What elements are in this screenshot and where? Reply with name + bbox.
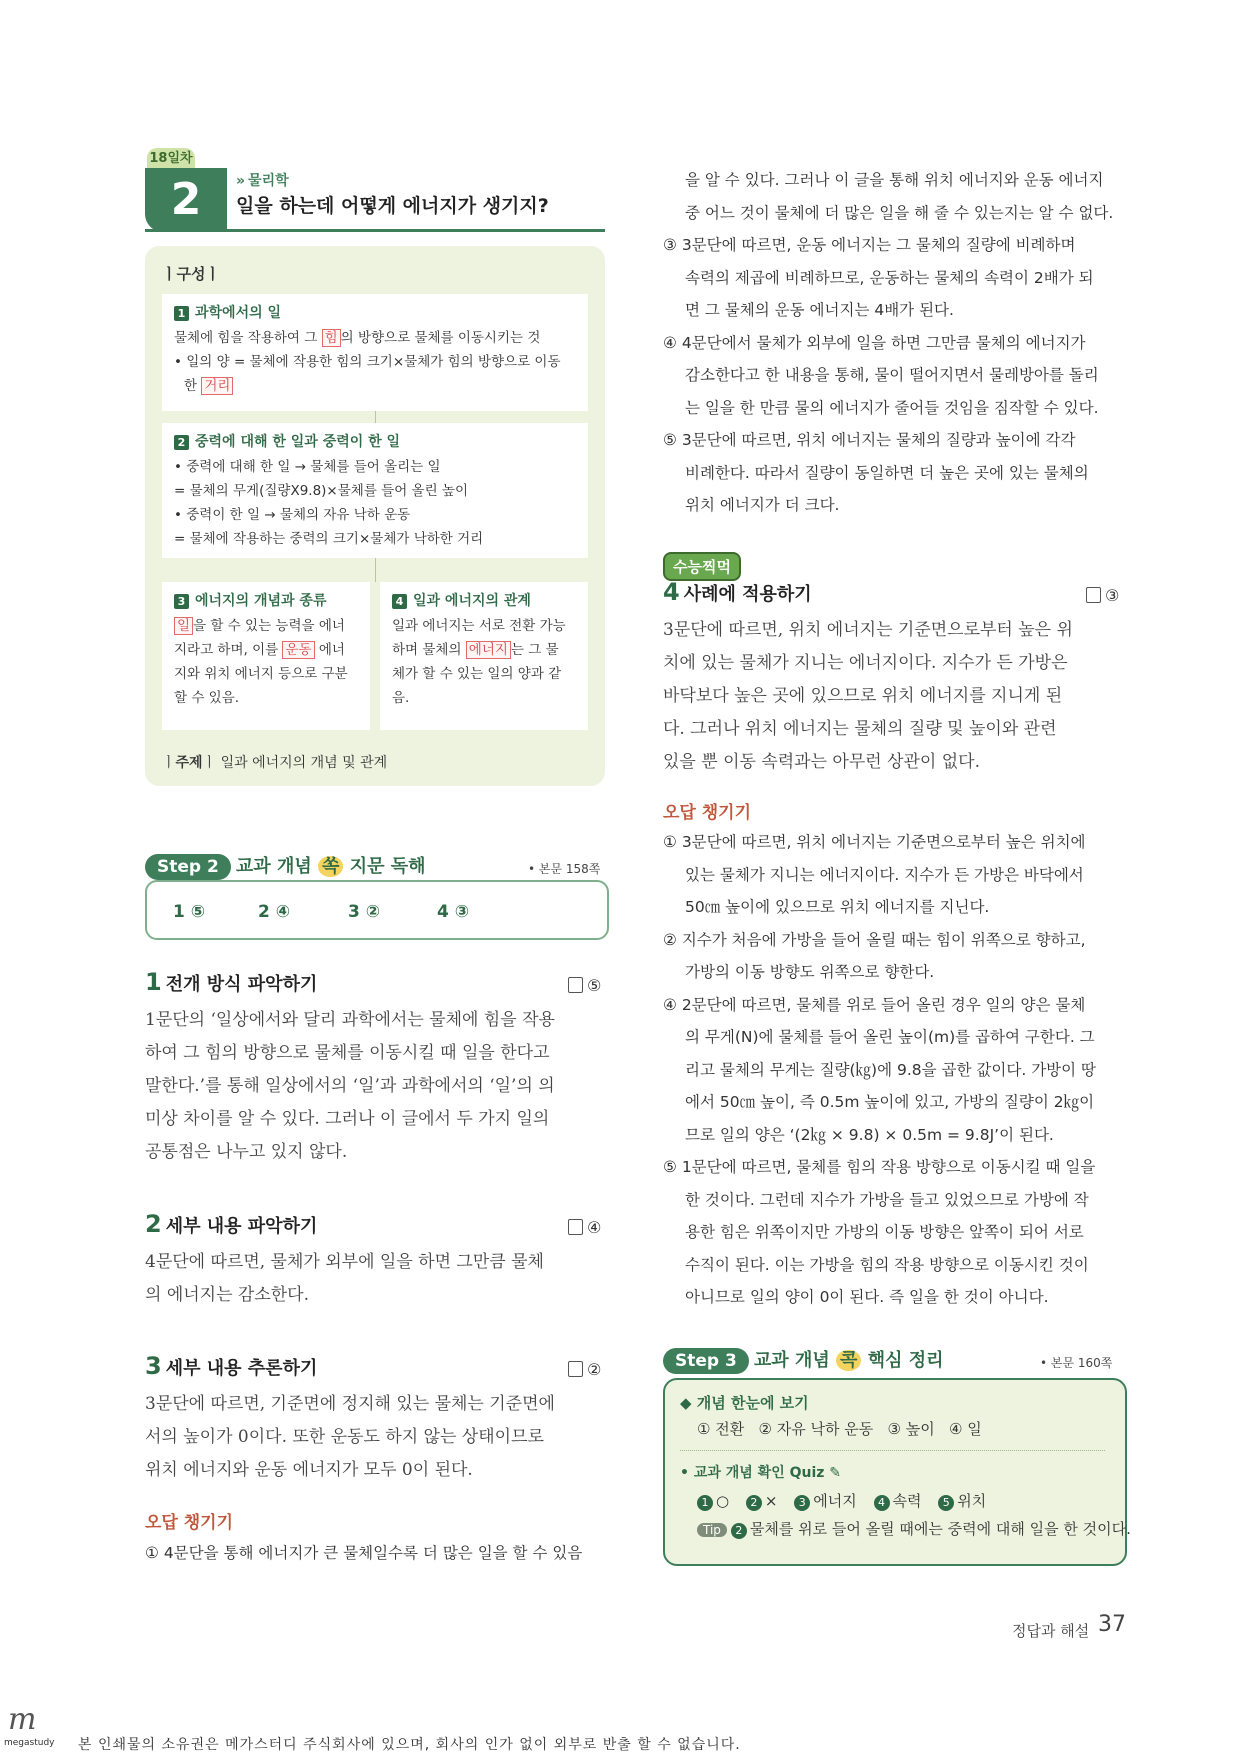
copyright-note: 본 인쇄물의 소유권은 메가스터디 주식회사에 있으며, 회사의 인가 없이 외부로 반출 할 수 없습니다. <box>78 1737 741 1753</box>
answer-item: 4 ③ <box>437 902 470 922</box>
question-2-answer: ④ <box>568 1218 601 1237</box>
card-work-energy-relation <box>380 582 588 730</box>
step3-title: 교과 개념 콕 핵심 정리 <box>753 1350 944 1371</box>
card-text: • 일의 양 = 물체에 작용한 힘의 크기×물체가 힘의 방향으로 이동 <box>174 354 561 370</box>
card-text: 지와 위치 에너지 등으로 구분 <box>174 666 348 682</box>
question-4-header: 4 사례에 적용하기 <box>663 578 812 606</box>
pencil-icon: ✎ <box>829 1465 842 1481</box>
step2-ref: • 본문 158쪽 <box>528 862 601 876</box>
step3-pill: Step 3 <box>663 1348 749 1374</box>
page-title: 일을 하는데 어떻게 에너지가 생기지? <box>236 195 549 217</box>
megastudy-logo-icon: m <box>8 1702 37 1737</box>
card-text: 하며 물체의 에너지 는 그 물 <box>392 642 559 658</box>
answer-item: 1 ⑤ <box>173 902 206 922</box>
dotted-divider <box>680 1450 1105 1451</box>
logo-text: megastudy <box>4 1738 55 1748</box>
card-gravity-work <box>162 423 588 558</box>
theme-line: ㅣ주제ㅣ 일과 에너지의 개념 및 관계 <box>162 755 388 771</box>
card-text: • 중력이 한 일 → 물체의 자유 낙하 운동 <box>174 507 411 523</box>
card-text: 일과 에너지는 서로 전환 가능 <box>392 618 566 634</box>
card-text: 체가 할 수 있는 일의 양과 같 <box>392 666 562 682</box>
day-tag: 18일차 <box>147 148 195 170</box>
card-text: 물체에 힘을 작용하여 그 힘 의 방향으로 물체를 이동시키는 것 <box>174 330 541 346</box>
subject-label: » 물리학 <box>236 173 289 189</box>
card-text: 한 거리 <box>174 374 576 398</box>
card-title: 1 과학에서의 일 <box>174 302 576 322</box>
card-text: • 중력에 대해 한 일 → 물체를 들어 올리는 일 <box>174 459 441 475</box>
step3-header <box>663 1346 944 1374</box>
concept-title: ◆ 개념 한눈에 보기 <box>680 1394 809 1412</box>
connector-line <box>375 558 376 582</box>
answer-item: 3 ② <box>348 902 381 922</box>
card-energy-concept <box>162 582 370 730</box>
answer-icon <box>568 1361 583 1377</box>
question-1-header: 1 전개 방식 파악하기 <box>145 968 318 996</box>
question-3-answer: ② <box>568 1360 601 1379</box>
step3-ref: • 본문 160쪽 <box>1040 1356 1113 1370</box>
question-4-explanation: 3문단에 따르면, 위치 에너지는 기준면으로부터 높은 위 치에 있는 물체가 지니는 에너지이다. 지수가 든 가방은 바닥보다 높은 곳에 있으므로 위치 에너지를 지니게 된 다. 그러나 위치 에너지는 물체의 질량 및 높이와 관련 있을 뿐 이동 속력과는 아무런 상관이 없다. <box>663 620 1073 772</box>
card-title: 3 에너지의 개념과 종류 <box>174 590 358 610</box>
wrong-answer-line: ① 4문단을 통해 에너지가 큰 물체일수록 더 많은 일을 할 수 있음 <box>145 1544 583 1562</box>
answer-icon <box>568 977 583 993</box>
quiz-tip: Tip 2 물체를 위로 들어 올릴 때에는 중력에 대해 일을 한 것이다. <box>697 1518 1131 1539</box>
question-1-answer: ⑤ <box>568 976 601 995</box>
card-title: 4 일과 에너지의 관계 <box>392 590 576 610</box>
wrong-answers-continued: 을 알 수 있다. 그러나 이 글을 통해 위치 에너지와 운동 에너지 중 어느 것이 물체에 더 많은 일을 해 줄 수 있는지는 알 수 없다. ③ 3문단에 따르면, 운동 에너지는 그 물체의 질량에 비례하며 속력의 제곱에 비례하므로, 운동하는 물체의 속력이 2배가 되 면 그 물체의 운동 에너지는 4배가 된다. ④ 4문단에서 물체가 외부에 일을 하면 그만큼 물체의 에너지가 감소한다고 한 내용을 통해, 물이 떨어지면서 물레방아를 돌리 는 일을 한 만큼 물의 에너지가 줄어들 것임을 짐작할 수 있다. ⑤ 3문단에 따르면, 위치 에너지는 물체의 질량과 높이에 각각 비례한다. 따라서 질량이 동일하면 더 높은 곳에 있는 물체의 위치 에너지가 더 크다. <box>663 171 1114 514</box>
card-text: 지라고 하며, 이를 운동 에너 <box>174 642 345 658</box>
card-text: = 물체에 작용하는 중력의 크기×물체가 낙하한 거리 <box>174 531 484 547</box>
lesson-number: 2 <box>145 168 227 232</box>
question-4-answer: ③ <box>1086 586 1119 605</box>
step2-title: 교과 개념 쏙 지문 독해 <box>235 856 426 877</box>
page-number: 37 <box>1098 1612 1126 1637</box>
answer-icon <box>568 1219 583 1235</box>
connector-line <box>375 411 376 423</box>
card-text: 일 을 할 수 있는 능력을 에너 <box>174 614 358 638</box>
card-title: 2 중력에 대해 한 일과 중력이 한 일 <box>174 431 576 451</box>
quiz-title: • 교과 개념 확인 Quiz ✎ <box>680 1465 842 1481</box>
question-4-wrong-answers: ① 3문단에 따르면, 위치 에너지는 기준면으로부터 높은 위치에 있는 물체가 지니는 에너지이다. 지수가 든 가방은 바닥에서 50㎝ 높이에 있으므로 위치 에너지를 지닌다. ② 지수가 처음에 가방을 들어 올릴 때는 힘이 위쪽으로 향하고, 가방의 이동 방향도 위쪽으로 향한다. ④ 2문단에 따르면, 물체를 위로 들어 올린 경우 일의 양은 물체 의 무게(N)에 물체를 들어 올린 높이(m)를 곱하여 구한다. 그 리고 물체의 무게는 질량(㎏)에 9.8을 곱한 값이다. 가방이 땅 에서 50㎝ 높이, 즉 0.5m 높이에 있고, 가방의 질량이 2㎏이 므로 일의 양은 ‘(2㎏ × 9.8) × 0.5m = 9.8J’이 된다. ⑤ 1문단에 따르면, 물체를 힘의 작용 방향으로 이동시킬 때 일을 한 것이다. 그런데 지수가 가방을 들고 있었으므로 가방에 작 용한 힘은 위쪽이지만 가방의 이동 방향은 앞쪽이 되어 서로 수직이 된다. 이는 가방을 힘의 작용 방향으로 이동시킨 것이 아니므로 일의 양이 0이 된다. 즉 일을 한 것이 아니다. <box>663 833 1097 1306</box>
card-text: 할 수 있음. <box>174 690 240 706</box>
wrong-answers-title: 오답 챙기기 <box>145 1513 234 1533</box>
chevron-right-icon: » <box>236 173 246 189</box>
wrong-answers-title: 오답 챙기기 <box>663 803 752 823</box>
suneung-badge: 수능찍먹 <box>663 552 741 581</box>
question-3-header: 3 세부 내용 추론하기 <box>145 1352 318 1380</box>
question-1-explanation: 1문단의 ‘일상에서와 달리 과학에서는 물체에 힘을 작용 하여 그 힘의 방향으로 물체를 이동시킬 때 일을 한다고 말한다.’를 통해 일상에서의 ‘일’과 과학에서의 ‘일’의 의 미상 차이를 알 수 있다. 그러나 이 글에서 두 가지 일의 공통점은 나누고 있지 않다. <box>145 1010 555 1162</box>
structure-label: ㅣ구성ㅣ <box>162 265 220 283</box>
card-text: 음. <box>392 690 410 706</box>
question-2-header: 2 세부 내용 파악하기 <box>145 1210 318 1238</box>
step2-header <box>145 852 426 880</box>
answer-icon <box>1086 587 1101 603</box>
quiz-answers: 1 ○ 2 × 3 에너지 4 속력 5 위치 <box>697 1490 986 1511</box>
card-science-work <box>162 294 588 411</box>
page-label: 정답과 해설 <box>1012 1622 1090 1640</box>
answer-item: 2 ④ <box>258 902 291 922</box>
header-divider <box>145 229 605 232</box>
card-text: = 물체의 무게(질량X9.8)×물체를 들어 올린 높이 <box>174 483 468 499</box>
concept-answers: ① 전환 ② 자유 낙하 운동 ③ 높이 ④ 일 <box>697 1420 982 1438</box>
step2-pill: Step 2 <box>145 854 231 880</box>
question-3-explanation: 3문단에 따르면, 기준면에 정지해 있는 물체는 기준면에 서의 높이가 0이다. 또한 운동도 하지 않는 상태이므로 위치 에너지와 운동 에너지가 모두 0이 된다. <box>145 1394 555 1480</box>
question-2-explanation: 4문단에 따르면, 물체가 외부에 일을 하면 그만큼 물체 의 에너지는 감소한다. <box>145 1252 544 1305</box>
